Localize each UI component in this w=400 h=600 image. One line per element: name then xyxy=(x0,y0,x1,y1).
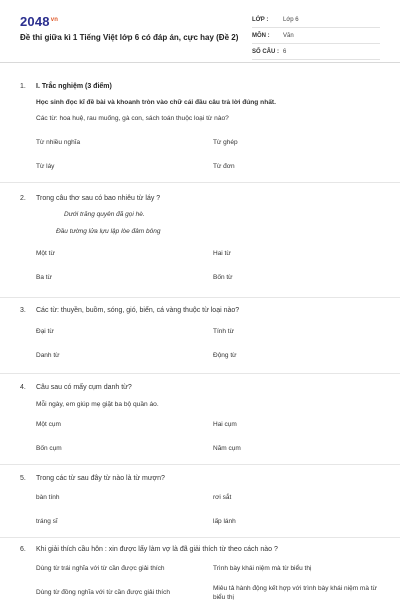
question-6 xyxy=(0,538,400,600)
answer-option[interactable]: Động từ xyxy=(213,351,237,359)
question-heading xyxy=(20,183,380,203)
question-text: Trong câu thơ sau có bao nhiêu từ láy ? xyxy=(36,195,161,202)
meta-row-count xyxy=(252,44,380,60)
answer-options xyxy=(20,319,380,367)
meta-value: Lớp 6 xyxy=(283,16,299,23)
question-text: Trong các từ sau đây từ nào là từ mượn? xyxy=(36,475,165,482)
answer-option[interactable]: bàn tính xyxy=(36,493,60,501)
answer-option[interactable]: Một từ xyxy=(36,249,55,257)
answer-option[interactable]: Đại từ xyxy=(36,327,54,335)
answer-option[interactable]: Hai từ xyxy=(213,249,231,257)
answer-option[interactable]: Từ nhiều nghĩa xyxy=(36,138,81,146)
instruction: Học sinh đọc kĩ đề bài và khoanh tròn vào chữ cái đầu câu trả lời đúng nhất. xyxy=(36,99,276,106)
section-heading: I. Trắc nghiệm (3 điểm) xyxy=(36,83,112,90)
question-number: 6. xyxy=(20,546,26,553)
page-title: Đề thi giữa kì 1 Tiếng Việt lớp 6 có đáp án, cực hay (Đề 2) xyxy=(20,33,239,42)
question-4 xyxy=(0,374,400,465)
question-5 xyxy=(0,465,400,538)
question-2 xyxy=(0,183,400,298)
exam-meta xyxy=(252,12,380,60)
meta-key: SỐ CÂU : xyxy=(252,48,279,55)
answer-option[interactable]: Từ láy xyxy=(36,162,55,170)
answer-option[interactable]: Từ ghép xyxy=(213,138,238,146)
site-logo[interactable] xyxy=(20,14,58,29)
question-text: Các từ: hoa huệ, rau muống, gà con, sách toán thuộc loại từ nào? xyxy=(36,115,229,122)
page-header xyxy=(0,0,400,63)
question-number: 1. xyxy=(20,83,26,90)
answer-option[interactable]: Trình bày khái niệm mà từ biểu thị xyxy=(213,564,312,572)
question-number: 3. xyxy=(20,307,26,314)
question-heading xyxy=(20,465,380,483)
question-number: 5. xyxy=(20,475,26,482)
answer-options xyxy=(20,412,380,460)
question-number: 2. xyxy=(20,195,26,202)
question-text: Khi giải thích cầu hôn : xin được lấy làm vợ là đã giải thích từ theo cách nào ? xyxy=(36,546,278,553)
meta-value: Văn xyxy=(283,32,294,39)
meta-row-subject xyxy=(252,28,380,44)
answer-options xyxy=(20,130,380,178)
question-1 xyxy=(0,62,400,183)
answer-option[interactable]: Dùng từ trái nghĩa với từ cần được giải thích xyxy=(36,564,165,572)
question-text: Các từ: thuyền, buồm, sóng, gió, biển, cá vàng thuộc từ loại nào? xyxy=(36,307,240,314)
answer-option[interactable]: Hai cụm xyxy=(213,420,237,428)
meta-key: MÔN : xyxy=(252,32,270,39)
meta-value: 6 xyxy=(283,48,287,55)
question-list xyxy=(0,62,400,600)
question-heading xyxy=(20,538,380,554)
answer-option[interactable]: Năm cụm xyxy=(213,444,241,452)
question-text: Câu sau có mấy cụm danh từ? xyxy=(36,384,132,391)
answer-option[interactable]: Bốn từ xyxy=(213,273,233,281)
question-heading xyxy=(20,298,380,315)
question-3 xyxy=(0,298,400,374)
logo-suffix: vn xyxy=(50,16,59,23)
answer-option[interactable]: Tính từ xyxy=(213,327,234,335)
question-number: 4. xyxy=(20,384,26,391)
answer-options xyxy=(20,241,380,289)
answer-option[interactable]: Từ đơn xyxy=(213,162,235,170)
answer-option[interactable]: Ba từ xyxy=(36,273,52,281)
answer-option[interactable]: rơi sắt xyxy=(213,493,232,501)
answer-option[interactable]: Một cụm xyxy=(36,420,61,428)
answer-option[interactable]: Bốn cụm xyxy=(36,444,62,452)
answer-options xyxy=(20,556,380,600)
answer-option[interactable]: Dùng từ đồng nghĩa với từ cần được giải thích xyxy=(36,588,170,596)
poem-line-1: Dưới trăng quyên đã gọi hè. xyxy=(64,211,145,218)
meta-row-grade xyxy=(252,12,380,28)
question-heading xyxy=(20,374,380,392)
answer-option[interactable]: tráng sĩ xyxy=(36,517,58,525)
logo-text: 2048 xyxy=(20,14,50,29)
answer-options xyxy=(20,485,380,533)
answer-option[interactable]: Danh từ xyxy=(36,351,60,359)
meta-key: LỚP : xyxy=(252,16,269,23)
answer-option[interactable]: Miêu tả hành động kết hợp với trình bày khái niệm mà từ biểu thị xyxy=(213,585,377,600)
question-heading xyxy=(20,62,380,91)
poem-line-2: Đầu tường lửa lựu lập lòe đâm bông xyxy=(56,228,161,235)
example-sentence: Mỗi ngày, em giúp mẹ giặt ba bộ quần áo. xyxy=(36,401,159,408)
answer-option[interactable]: lấp lánh xyxy=(213,517,236,525)
